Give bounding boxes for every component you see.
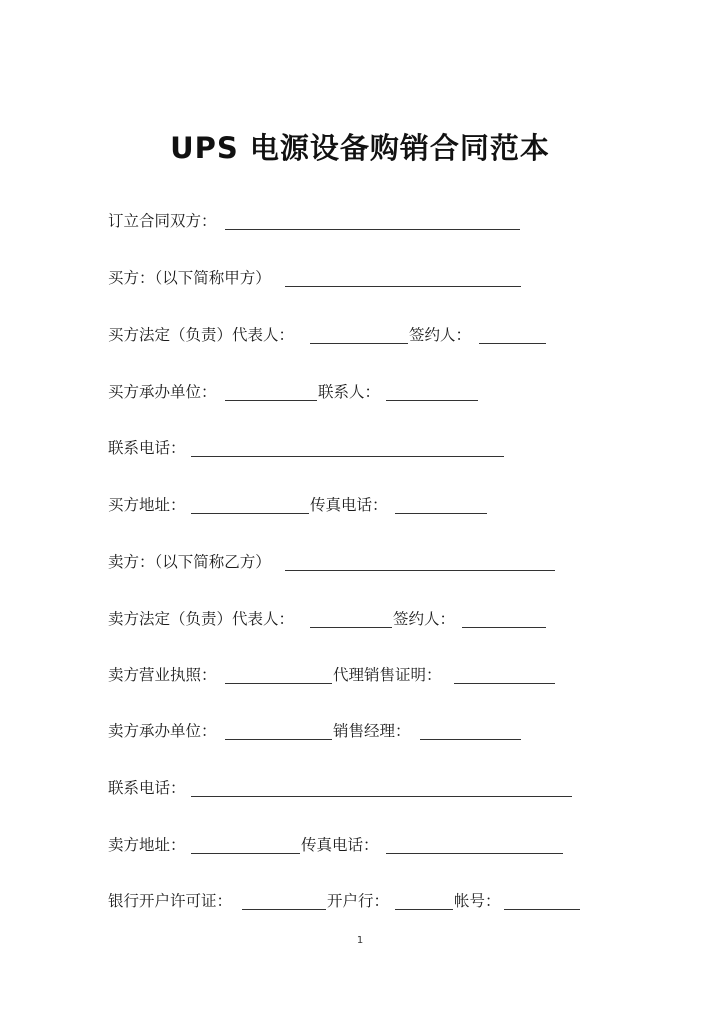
- field-label: 买方：（以下简称甲方）: [108, 269, 271, 287]
- document-title: UPS 电源设备购销合同范本: [170, 131, 550, 165]
- seller-signatory-field[interactable]: [462, 627, 546, 628]
- field-label: 银行开户许可证：: [108, 892, 233, 910]
- field-label: 开户行：: [327, 892, 390, 910]
- field-label: 卖方法定（负责）代表人：: [108, 610, 295, 628]
- buyer-contact-field[interactable]: [386, 400, 478, 401]
- account-number-field[interactable]: [504, 909, 580, 910]
- parties-field[interactable]: [225, 229, 520, 230]
- buyer-phone-field[interactable]: [191, 456, 504, 457]
- page-number: 1: [356, 935, 364, 946]
- buyer-address-field[interactable]: [191, 513, 309, 514]
- seller-name-field[interactable]: [285, 570, 555, 571]
- field-label: 签约人：: [393, 610, 456, 628]
- field-label: 代理销售证明：: [333, 666, 442, 684]
- seller-business-license-field[interactable]: [225, 683, 332, 684]
- buyer-name-field[interactable]: [285, 286, 521, 287]
- field-label: 卖方营业执照：: [108, 666, 217, 684]
- bank-name-field[interactable]: [395, 909, 453, 910]
- seller-agency-cert-field[interactable]: [454, 683, 555, 684]
- seller-handling-unit-field[interactable]: [225, 739, 332, 740]
- field-label: 买方地址：: [108, 496, 186, 514]
- buyer-legal-rep-field[interactable]: [310, 343, 408, 344]
- field-label: 买方法定（负责）代表人：: [108, 326, 295, 344]
- field-label: 帐号：: [454, 892, 501, 910]
- field-label: 销售经理：: [333, 722, 411, 740]
- field-label: 签约人：: [409, 326, 472, 344]
- seller-legal-rep-field[interactable]: [310, 627, 392, 628]
- field-label: 联系电话：: [108, 439, 186, 457]
- field-label: 传真电话：: [301, 836, 379, 854]
- bank-permit-field[interactable]: [242, 909, 326, 910]
- buyer-signatory-field[interactable]: [479, 343, 546, 344]
- field-label: 卖方地址：: [108, 836, 186, 854]
- buyer-fax-field[interactable]: [395, 513, 487, 514]
- field-label: 卖方承办单位：: [108, 722, 217, 740]
- seller-address-field[interactable]: [191, 853, 300, 854]
- seller-phone-field[interactable]: [191, 796, 572, 797]
- field-label: 传真电话：: [310, 496, 388, 514]
- field-label: 订立合同双方：: [108, 212, 217, 230]
- field-label: 卖方：（以下简称乙方）: [108, 553, 271, 571]
- field-label: 联系人：: [318, 383, 381, 401]
- field-label: 买方承办单位：: [108, 383, 217, 401]
- field-label: 联系电话：: [108, 779, 186, 797]
- buyer-handling-unit-field[interactable]: [225, 400, 317, 401]
- seller-sales-manager-field[interactable]: [420, 739, 521, 740]
- seller-fax-field[interactable]: [386, 853, 563, 854]
